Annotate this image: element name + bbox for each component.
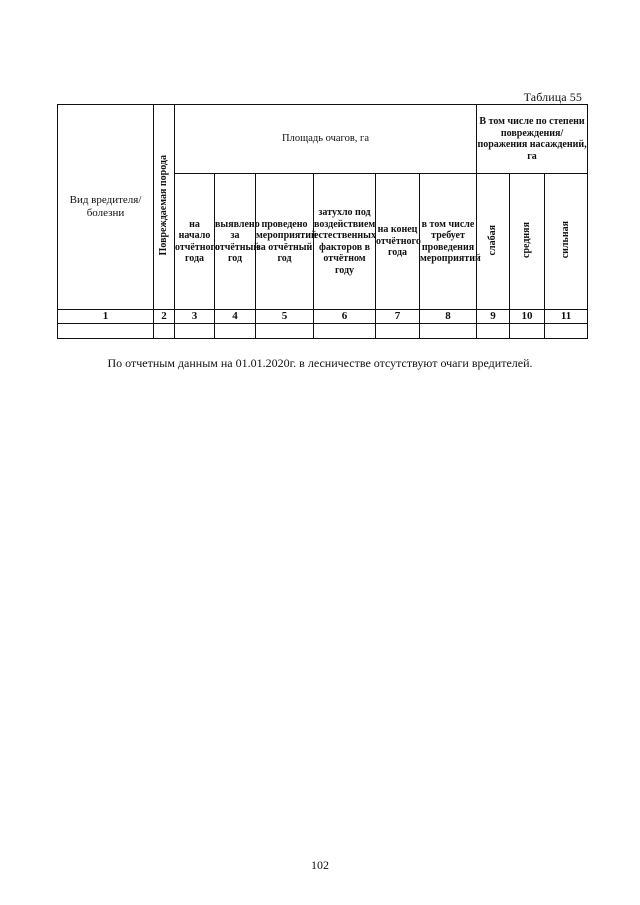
header-area: Площадь очагов, га [175,105,477,174]
col-num: 5 [256,310,314,324]
subheader-found: выявлено за отчётный год [215,174,256,310]
empty-cell [420,323,477,338]
col-num: 7 [376,310,420,324]
subheader-end: на конец отчётного года [376,174,420,310]
col-num: 10 [510,310,545,324]
subheader-natural: затухло под воздействием естественных факторов в отчётном году [314,174,376,310]
empty-cell [215,323,256,338]
subheader-weak [477,174,510,310]
col-num: 11 [545,310,588,324]
empty-cell [154,323,175,338]
subheader-done: проведено мероприятий за отчётный год [256,174,314,310]
page-number: 102 [311,858,329,872]
subheader-medium [510,174,545,310]
col-num: 6 [314,310,376,324]
empty-cell [175,323,215,338]
subheader-required: в том числе требует проведения мероприятий [420,174,477,310]
report-note: По отчетным данным на 01.01.2020г. в лесничестве отсутствуют очаги вредителей. [107,356,533,370]
empty-cell [314,323,376,338]
subheader-strong [545,174,588,310]
degree-medium: средняя [521,221,533,258]
col-num: 1 [58,310,154,324]
col-num: 2 [154,310,175,324]
header-vid: Вид вредителя/болезни [58,105,154,310]
header-poroda [154,105,175,310]
empty-cell [545,323,588,338]
header-degree: В том числе по степени повреждения/поражения насаждений, га [477,105,588,174]
empty-cell [256,323,314,338]
degree-strong: сильная [560,221,572,259]
col-num: 3 [175,310,215,324]
column-numbers-row [58,310,588,324]
empty-cell [58,323,154,338]
col-num: 8 [420,310,477,324]
empty-cell [510,323,545,338]
subheader-start: на начало отчётного года [175,174,215,310]
degree-weak: слабая [487,224,499,255]
pest-foci-table [57,104,588,339]
table-caption: Таблица 55 [523,90,582,104]
empty-row [58,323,588,338]
empty-cell [477,323,510,338]
empty-cell [376,323,420,338]
col-num: 9 [477,310,510,324]
col-num: 4 [215,310,256,324]
header-poroda-label: Повреждаемая порода [158,155,170,256]
